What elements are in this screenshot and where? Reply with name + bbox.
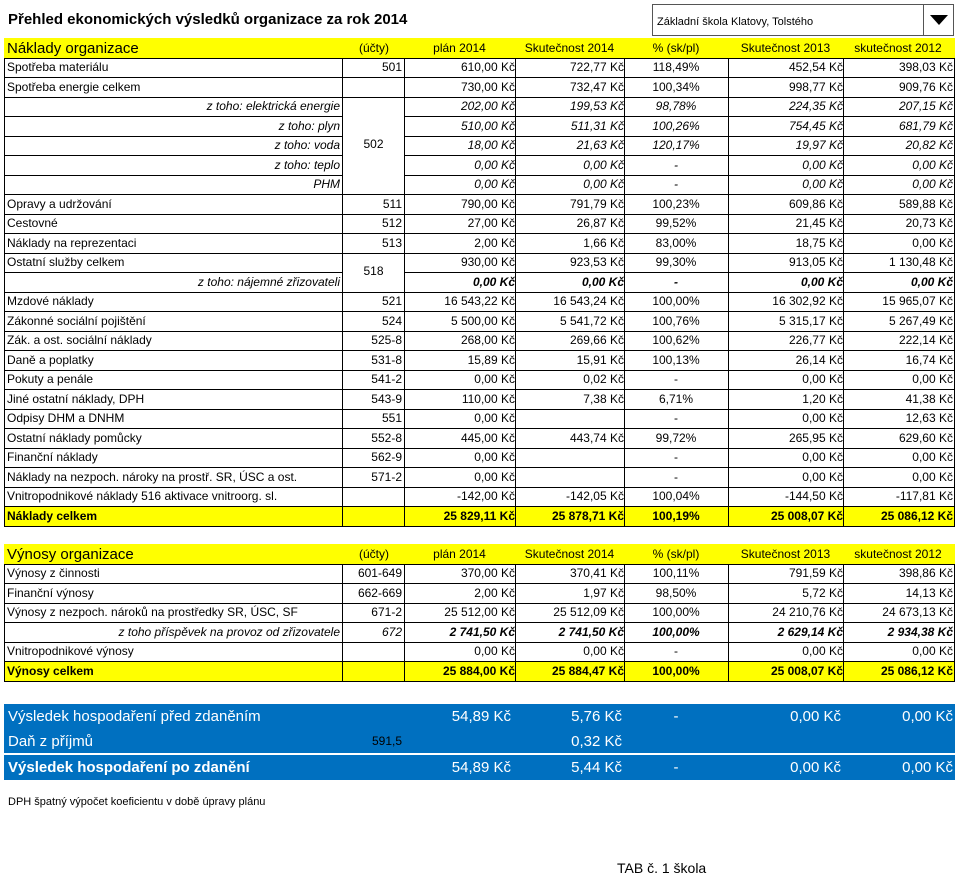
column-border	[515, 564, 516, 681]
revenues-cell-p: 25 884,00 Kč	[442, 663, 515, 678]
revenues-cell-l: Výnosy z nezpoch. nároků na prostředky SR, ÚSC, SF	[7, 605, 298, 619]
result-cell-p: 54,89 Kč	[451, 759, 511, 776]
revenues-cell-s12: 2 934,38 Kč	[887, 624, 953, 639]
costs-cell-s13: 0,00 Kč	[802, 157, 843, 172]
costs-cell-l: Zákonné sociální pojištění	[7, 313, 146, 328]
costs-cell-pct: 99,30%	[655, 255, 697, 269]
result-cell-pct: -	[673, 708, 679, 725]
costs-cell-a: 552-8	[371, 430, 402, 445]
costs-cell-p: 610,00 Kč	[460, 60, 515, 74]
table-row	[4, 234, 955, 254]
table-row	[4, 292, 955, 312]
costs-cell-s13: 5 315,17 Kč	[778, 313, 843, 328]
result-cell-s14: 5,44 Kč	[571, 759, 622, 776]
merged-account-code: 502	[363, 137, 384, 152]
costs-cell-s14: 443,74 Kč	[569, 430, 624, 445]
costs-cell-pct: 100,13%	[652, 352, 700, 367]
result-cell-p: 54,89 Kč	[451, 708, 511, 725]
revenues-cell-s14: 2 741,50 Kč	[558, 624, 624, 639]
revenues-cell-s12: 14,13 Kč	[905, 585, 953, 600]
costs-cell-a: 541-2	[371, 372, 402, 386]
costs-cell-s13: 26,14 Kč	[795, 352, 843, 367]
costs-cell-s12: 20,73 Kč	[905, 216, 953, 230]
costs-header-cell: plán 2014	[433, 41, 486, 55]
costs-cell-s13: 754,45 Kč	[788, 118, 843, 133]
costs-header-cell: Skutečnost 2014	[524, 41, 615, 55]
costs-cell-s12: 681,79 Kč	[898, 118, 953, 133]
costs-cell-l: PHM	[313, 177, 340, 191]
merged-cell	[343, 98, 404, 195]
column-border	[624, 564, 625, 681]
costs-cell-s13: 0,00 Kč	[802, 411, 843, 425]
costs-cell-s14: 923,53 Kč	[569, 255, 624, 269]
costs-cell-s12: 0,00 Kč	[912, 157, 953, 172]
costs-cell-pct: 99,72%	[655, 430, 697, 445]
costs-cell-p: 268,00 Kč	[460, 333, 515, 347]
revenues-cell-p: 370,00 Kč	[460, 566, 515, 580]
table-row	[4, 584, 955, 604]
costs-cell-l: Spotřeba materiálu	[7, 60, 109, 74]
revenues-cell-pct: 100,00%	[652, 663, 700, 678]
revenues-header-row	[4, 544, 955, 564]
revenues-cell-s13: 791,59 Kč	[788, 566, 843, 580]
costs-cell-p: 202,00 Kč	[460, 99, 515, 113]
revenues-body	[4, 564, 955, 681]
revenues-cell-p: 25 512,00 Kč	[444, 605, 515, 619]
costs-cell-s14: 722,77 Kč	[569, 60, 624, 74]
column-border	[843, 564, 844, 681]
column-border	[728, 564, 729, 681]
costs-cell-s12: 398,03 Kč	[898, 60, 953, 74]
costs-cell-pct: 120,17%	[652, 138, 700, 152]
table-row	[4, 623, 955, 643]
costs-cell-s13: 609,86 Kč	[788, 196, 843, 211]
row-border	[4, 681, 955, 682]
costs-cell-l: Spotřeba energie celkem	[7, 79, 141, 94]
costs-cell-s14: 15,91 Kč	[576, 352, 624, 367]
revenues-header-cell: (účty)	[359, 547, 389, 561]
costs-cell-s12: 5 267,49 Kč	[888, 313, 953, 328]
revenues-cell-p: 2 741,50 Kč	[449, 624, 515, 639]
revenues-cell-p: 2,00 Kč	[474, 585, 515, 600]
result-cell-s13: 0,00 Kč	[790, 759, 841, 776]
column-border	[954, 564, 955, 681]
costs-cell-pct: 118,49%	[652, 60, 700, 74]
costs-cell-s13: 0,00 Kč	[802, 372, 843, 386]
costs-cell-s12: 1 130,48 Kč	[888, 255, 953, 269]
table-row	[4, 390, 955, 410]
column-border	[515, 58, 516, 526]
costs-cell-s14: 0,00 Kč	[581, 274, 624, 289]
costs-cell-l: z toho: nájemné zřizovateli	[197, 274, 340, 289]
costs-cell-p: 16 543,22 Kč	[444, 294, 515, 308]
costs-cell-s14: 7,38 Kč	[583, 391, 624, 406]
costs-cell-pct: 6,71%	[658, 391, 694, 406]
column-border	[728, 58, 729, 526]
revenues-cell-s14: 1,97 Kč	[583, 585, 624, 600]
revenues-cell-s14: 25 884,47 Kč	[551, 663, 624, 678]
costs-cell-l: Ostatní služby celkem	[7, 255, 125, 269]
costs-cell-s14: 21,63 Kč	[576, 138, 624, 152]
result-cell-a: 591,5	[371, 734, 402, 748]
revenues-cell-s12: 25 086,12 Kč	[880, 663, 953, 678]
costs-cell-s13: 452,54 Kč	[788, 60, 843, 74]
costs-cell-p: 5 500,00 Kč	[450, 313, 515, 328]
table-row	[4, 351, 955, 371]
table-row	[4, 603, 955, 623]
table-row	[4, 136, 955, 156]
costs-cell-a: 501	[381, 60, 402, 74]
costs-cell-s13: 18,75 Kč	[795, 235, 843, 250]
revenues-cell-pct: 100,11%	[652, 566, 700, 580]
column-border	[954, 58, 955, 526]
revenues-cell-pct: 98,50%	[655, 585, 697, 600]
revenues-cell-s13: 2 629,14 Kč	[777, 624, 843, 639]
costs-cell-p: 0,00 Kč	[474, 157, 515, 172]
costs-cell-pct: 100,04%	[652, 489, 700, 503]
costs-cell-pct: -	[674, 157, 678, 172]
result-row	[4, 755, 955, 780]
costs-cell-a: 511	[382, 196, 402, 211]
result-cell-s14: 0,32 Kč	[571, 733, 622, 750]
revenues-cell-pct: 100,00%	[652, 624, 700, 639]
costs-cell-s14: 0,02 Kč	[583, 372, 624, 386]
table-row	[4, 78, 955, 98]
result-cell-l: Výsledek hospodaření před zdaněním	[8, 708, 261, 725]
costs-cell-p: 0,00 Kč	[474, 450, 515, 464]
merged-account-code: 518	[363, 264, 384, 278]
costs-cell-p: 110,00 Kč	[461, 391, 515, 406]
table-row	[4, 175, 955, 195]
costs-total-row	[4, 507, 955, 527]
row-border	[4, 58, 955, 59]
costs-cell-s12: 0,00 Kč	[912, 235, 953, 250]
costs-cell-l: Vnitropodnikové náklady 516 aktivace vnitroorg. sl.	[7, 489, 278, 503]
costs-cell-s12: 909,76 Kč	[898, 79, 953, 94]
revenues-table	[4, 544, 955, 681]
costs-cell-s13: 0,00 Kč	[802, 469, 843, 484]
costs-cell-p: 0,00 Kč	[474, 411, 515, 425]
costs-cell-pct: 98,78%	[655, 99, 697, 113]
chevron-down-icon	[930, 15, 948, 25]
revenues-cell-a: 672	[381, 624, 402, 639]
costs-cell-p: 0,00 Kč	[472, 274, 515, 289]
costs-cell-s12: 41,38 Kč	[905, 391, 953, 406]
costs-cell-s12: 0,00 Kč	[912, 469, 953, 484]
costs-cell-p: 18,00 Kč	[467, 138, 515, 152]
costs-cell-l: z toho: elektrická energie	[206, 99, 340, 113]
column-border	[4, 564, 5, 681]
costs-cell-pct: 100,34%	[652, 79, 700, 94]
costs-cell-pct: 83,00%	[655, 235, 697, 250]
costs-cell-s12: 25 086,12 Kč	[880, 508, 953, 523]
costs-cell-l: Cestovné	[7, 216, 58, 230]
costs-cell-s13: 0,00 Kč	[802, 177, 843, 191]
costs-cell-a: 551	[381, 411, 402, 425]
costs-cell-pct: -	[674, 372, 678, 386]
costs-cell-s13: -144,50 Kč	[784, 489, 843, 503]
revenues-cell-l: Výnosy z činnosti	[7, 566, 100, 580]
revenues-cell-a: 671-2	[371, 605, 402, 619]
revenues-cell-pct: 100,00%	[652, 605, 700, 619]
revenues-total-row	[4, 662, 955, 682]
result-cell-l: Daň z příjmů	[8, 733, 94, 750]
costs-cell-s12: 16,74 Kč	[905, 352, 953, 367]
costs-cell-pct: 100,23%	[652, 196, 700, 211]
table-row	[4, 117, 955, 137]
costs-header-cell: (účty)	[359, 41, 389, 55]
column-border	[404, 564, 405, 681]
costs-cell-a: 524	[381, 313, 402, 328]
costs-cell-s13: 0,00 Kč	[800, 274, 843, 289]
costs-cell-a: 512	[381, 216, 402, 230]
costs-cell-pct: -	[674, 469, 678, 484]
revenues-header-cell: skutečnost 2012	[854, 547, 942, 561]
costs-cell-p: 510,00 Kč	[460, 118, 515, 133]
costs-cell-s13: 913,05 Kč	[788, 255, 843, 269]
costs-cell-l: Mzdové náklady	[7, 294, 94, 308]
revenues-cell-s14: 370,41 Kč	[569, 566, 624, 580]
costs-cell-s13: 21,45 Kč	[795, 216, 843, 230]
costs-cell-a: 525-8	[371, 333, 402, 347]
costs-cell-s14: 511,31 Kč	[570, 118, 624, 133]
costs-cell-s13: 19,97 Kč	[795, 138, 843, 152]
result-cell-pct: -	[673, 759, 679, 776]
row-border	[4, 526, 955, 527]
table-row	[4, 253, 955, 273]
revenues-cell-a: 662-669	[357, 585, 402, 600]
table-row	[4, 564, 955, 584]
costs-cell-p: 25 829,11 Kč	[443, 508, 515, 523]
costs-cell-s13: 226,77 Kč	[788, 333, 843, 347]
table-row	[4, 214, 955, 234]
costs-cell-s13: 0,00 Kč	[802, 450, 843, 464]
costs-cell-l: Jiné ostatní náklady, DPH	[7, 391, 145, 406]
costs-cell-s14: 5 541,72 Kč	[559, 313, 624, 328]
costs-cell-s14: 1,66 Kč	[583, 235, 624, 250]
costs-cell-l: Náklady na nezpoch. nároky na prostř. SR, ÚSC a ost.	[7, 469, 298, 484]
costs-header-cell: Skutečnost 2013	[740, 41, 831, 55]
result-cell-l: Výsledek hospodaření po zdanění	[8, 759, 250, 776]
costs-cell-s14: 269,66 Kč	[569, 333, 624, 347]
costs-cell-s12: 0,00 Kč	[912, 450, 953, 464]
result-row	[4, 704, 955, 729]
costs-cell-l: z toho: voda	[274, 138, 340, 152]
costs-cell-pct: 99,52%	[655, 216, 697, 230]
revenues-cell-p: 0,00 Kč	[474, 644, 515, 658]
costs-cell-s12: -117,81 Kč	[895, 489, 953, 503]
table-row	[4, 487, 955, 507]
costs-cell-pct: -	[674, 411, 678, 425]
organization-select-value: Základní škola Klatovy, Tolstého	[657, 16, 814, 28]
costs-cell-s14: 0,00 Kč	[583, 157, 624, 172]
costs-cell-pct: 100,26%	[652, 118, 700, 133]
revenues-cell-pct: -	[674, 644, 678, 658]
costs-cell-l: z toho: plyn	[278, 118, 340, 133]
costs-cell-p: 445,00 Kč	[460, 430, 515, 445]
costs-cell-a: 521	[381, 294, 402, 308]
revenues-header-cell: Skutečnost 2013	[740, 547, 831, 561]
result-cell-s12: 0,00 Kč	[902, 708, 953, 725]
revenues-cell-s14: 0,00 Kč	[583, 644, 624, 658]
column-border	[4, 58, 5, 526]
revenues-cell-s12: 398,86 Kč	[898, 566, 953, 580]
costs-cell-s14: 16 543,24 Kč	[553, 294, 624, 308]
costs-cell-p: -142,00 Kč	[456, 489, 515, 503]
table-row	[4, 58, 955, 78]
costs-cell-l: Daně a poplatky	[7, 352, 94, 367]
costs-cell-s14: 26,87 Kč	[576, 216, 624, 230]
costs-cell-s14: 199,53 Kč	[569, 99, 624, 113]
costs-cell-l: z toho: teplo	[274, 157, 340, 172]
costs-cell-s13: 1,20 Kč	[802, 391, 843, 406]
revenues-cell-l: z toho příspěvek na provoz od zřizovatele	[118, 624, 340, 639]
costs-cell-p: 0,00 Kč	[474, 372, 515, 386]
tab-label[interactable]: TAB č. 1 škola	[617, 860, 707, 876]
revenues-cell-s14: 25 512,09 Kč	[553, 605, 624, 619]
table-row	[4, 642, 955, 662]
revenues-header-cell: Výnosy organizace	[7, 546, 134, 563]
costs-cell-s13: 265,95 Kč	[788, 430, 843, 445]
revenues-cell-s12: 0,00 Kč	[912, 644, 953, 658]
table-row	[4, 156, 955, 176]
table-row	[4, 429, 955, 449]
table-row	[4, 448, 955, 468]
costs-cell-s13: 25 008,07 Kč	[770, 508, 843, 523]
costs-header-cell: skutečnost 2012	[854, 41, 942, 55]
costs-cell-s13: 998,77 Kč	[788, 79, 843, 94]
revenues-cell-l: Finanční výnosy	[7, 585, 94, 600]
costs-cell-pct: -	[674, 274, 678, 289]
costs-table	[4, 38, 955, 526]
costs-header-cell: % (sk/pl)	[652, 41, 700, 55]
table-row	[4, 97, 955, 117]
costs-cell-s12: 20,82 Kč	[905, 138, 953, 152]
costs-cell-l: Odpisy DHM a DNHM	[7, 411, 125, 425]
costs-cell-a: 513	[381, 235, 402, 250]
footnote: DPH špatný výpočet koeficientu v době úpravy plánu	[8, 796, 266, 808]
costs-cell-s12: 12,63 Kč	[905, 411, 953, 425]
costs-cell-a: 543-9	[371, 391, 402, 406]
costs-cell-pct: -	[674, 177, 678, 191]
table-row	[4, 331, 955, 351]
costs-cell-p: 0,00 Kč	[474, 177, 515, 191]
revenues-cell-s12: 24 673,13 Kč	[882, 605, 953, 619]
costs-header-row	[4, 38, 955, 58]
costs-cell-a: 562-9	[371, 450, 402, 464]
costs-cell-s14: 732,47 Kč	[569, 79, 624, 94]
costs-cell-a: 571-2	[371, 469, 402, 484]
column-border	[624, 58, 625, 526]
costs-cell-pct: 100,76%	[652, 313, 700, 328]
costs-cell-pct: 100,62%	[652, 333, 700, 347]
costs-cell-s12: 589,88 Kč	[898, 196, 953, 211]
costs-cell-l: Náklady na reprezentaci	[7, 235, 137, 250]
revenues-cell-s13: 24 210,76 Kč	[772, 605, 843, 619]
costs-cell-l: Náklady celkem	[7, 508, 98, 523]
result-cell-s14: 5,76 Kč	[571, 708, 622, 725]
row-border	[4, 564, 955, 565]
costs-cell-s13: 16 302,92 Kč	[772, 294, 843, 308]
costs-cell-s14: 791,79 Kč	[569, 196, 624, 211]
costs-cell-l: Finanční náklady	[7, 450, 98, 464]
costs-cell-p: 0,00 Kč	[474, 469, 515, 484]
column-border	[404, 58, 405, 526]
costs-cell-s12: 0,00 Kč	[912, 372, 953, 386]
costs-cell-p: 15,89 Kč	[467, 352, 515, 367]
costs-cell-l: Ostatní náklady pomůcky	[7, 430, 142, 445]
costs-cell-s13: 224,35 Kč	[788, 99, 843, 113]
costs-cell-s14: 0,00 Kč	[583, 177, 624, 191]
revenues-header-cell: plán 2014	[433, 547, 486, 561]
costs-cell-pct: 100,00%	[652, 294, 700, 308]
costs-cell-p: 27,00 Kč	[467, 216, 515, 230]
costs-cell-pct: 100,19%	[652, 508, 700, 523]
page-title: Přehled ekonomických výsledků organizace za rok 2014	[8, 11, 408, 28]
revenues-cell-l: Výnosy celkem	[7, 663, 94, 678]
costs-cell-s12: 222,14 Kč	[898, 333, 953, 347]
costs-cell-s12: 207,15 Kč	[898, 99, 953, 113]
costs-cell-p: 930,00 Kč	[460, 255, 515, 269]
costs-cell-s12: 0,00 Kč	[912, 177, 953, 191]
costs-cell-p: 790,00 Kč	[460, 196, 515, 211]
revenues-cell-s13: 0,00 Kč	[802, 644, 843, 658]
table-row	[4, 195, 955, 215]
revenues-cell-l: Vnitropodnikové výnosy	[7, 644, 134, 658]
costs-cell-l: Zák. a ost. sociální náklady	[7, 333, 152, 347]
result-cell-s12: 0,00 Kč	[902, 759, 953, 776]
costs-cell-p: 730,00 Kč	[460, 79, 515, 94]
costs-cell-l: Pokuty a penále	[7, 372, 94, 386]
table-row	[4, 273, 955, 293]
table-row	[4, 409, 955, 429]
result-cell-s13: 0,00 Kč	[790, 708, 841, 725]
costs-cell-s12: 0,00 Kč	[910, 274, 953, 289]
costs-cell-a: 531-8	[371, 352, 402, 367]
costs-cell-s12: 15 965,07 Kč	[882, 294, 953, 308]
costs-cell-p: 2,00 Kč	[474, 235, 515, 250]
organization-select[interactable]	[652, 4, 924, 36]
costs-body	[4, 58, 955, 526]
costs-cell-s14: 25 878,71 Kč	[551, 508, 624, 523]
revenues-header-cell: Skutečnost 2014	[524, 547, 615, 561]
table-row	[4, 468, 955, 488]
costs-cell-l: Opravy a udržování	[7, 196, 112, 211]
costs-cell-s12: 629,60 Kč	[898, 430, 953, 445]
dropdown-button[interactable]	[924, 4, 954, 36]
merged-cell	[343, 254, 404, 292]
column-border	[342, 564, 343, 681]
revenues-cell-s13: 25 008,07 Kč	[770, 663, 843, 678]
revenues-cell-a: 601-649	[357, 566, 402, 580]
table-row	[4, 312, 955, 332]
result-row	[4, 729, 955, 753]
costs-header-cell: Náklady organizace	[7, 40, 139, 57]
revenues-header-cell: % (sk/pl)	[652, 547, 700, 561]
column-border	[843, 58, 844, 526]
table-row	[4, 370, 955, 390]
costs-cell-s14: -142,05 Kč	[565, 489, 624, 503]
costs-cell-pct: -	[674, 450, 678, 464]
revenues-cell-s13: 5,72 Kč	[802, 585, 843, 600]
